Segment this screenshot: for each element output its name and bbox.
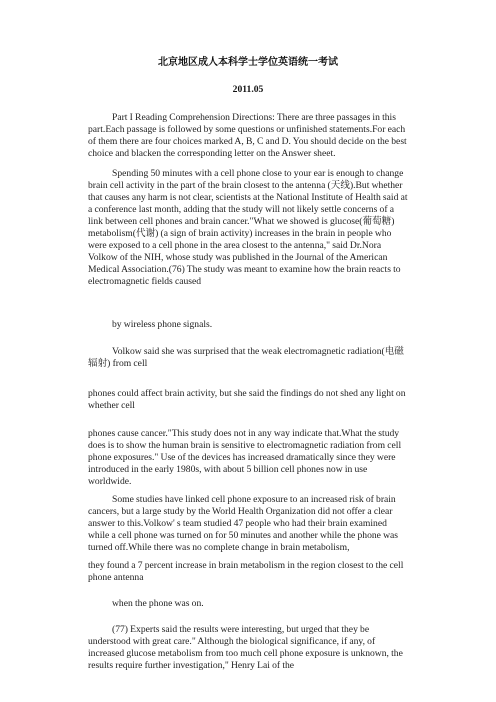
exam-date: 2011.05 xyxy=(232,84,264,95)
passage-paragraph-6: Some studies have linked cell phone exposure to an increased risk of brain cancers, but a large study by the World Health Organization did not offer a clear answer to this.Volkow' s team studied 47 people who had their brain examined while a cell phone was turned on for 50 minutes and another while the phone was turned off.While there was no complete change in brain metabolism, xyxy=(88,494,399,553)
passage-paragraph-5: phones cause cancer."This study does not in any way indicate that.What the study does is to show the human brain is sensitive to electromagnetic radiation from cell phone exposures." Use of the devices has increased dramatically since they were introduced in the early 1980s, with about 5 billion cell phones now in use worldwide. xyxy=(88,428,402,487)
passage-paragraph-8: when the phone was on. xyxy=(112,598,204,609)
passage-paragraph-7: they found a 7 percent increase in brain metabolism in the region closest to the cell phone antenna xyxy=(88,560,404,583)
directions-paragraph: Part I Reading Comprehension Directions: There are three passages in this part.Each passage is followed by some questions or unfinished statements.For each of them there are four choices marked A, B, C and D. You should decide on the best choice and blacken the corresponding letter on the Answer sheet. xyxy=(88,112,407,159)
passage-paragraph-3: Volkow said she was surprised that the weak electromagnetic radiation(电磁辐射) from cell xyxy=(88,346,404,369)
passage-paragraph-2: by wireless phone signals. xyxy=(112,319,213,330)
document-title: 北京地区成人本科学士学位英语统一考试 xyxy=(158,57,338,68)
passage-paragraph-1: Spending 50 minutes with a cell phone close to your ear is enough to change brain cell activity in the part of the brain closest to the antenna (天线).But whether that causes any harm is not clear, scientists at the National Institute of Health said at a conference last month, adding that the study will not likely settle concerns of a link between cell phones and brain cancer."What we showed is glucose(葡萄糖) metabolism(代谢) (a sign of brain activity) increases in the brain in people who were exposed to a cell phone in the area closest to the antenna," said Dr.Nora Volkow of the NIH, whose study was published in the Journal of the American Medical Association.(76) The study was meant to examine how the brain reacts to electromagnetic fields caused xyxy=(88,168,408,287)
passage-paragraph-4: phones could affect brain activity, but she said the findings do not shed any light on whether cell xyxy=(88,388,406,411)
passage-paragraph-9: (77) Experts said the results were interesting, but urged that they be understood with great care." Although the biological significance, if any, of increased glucose metabolism from too much cell phone exposure is unknown, the results require further investigation," Henry Lai of the xyxy=(88,624,403,671)
